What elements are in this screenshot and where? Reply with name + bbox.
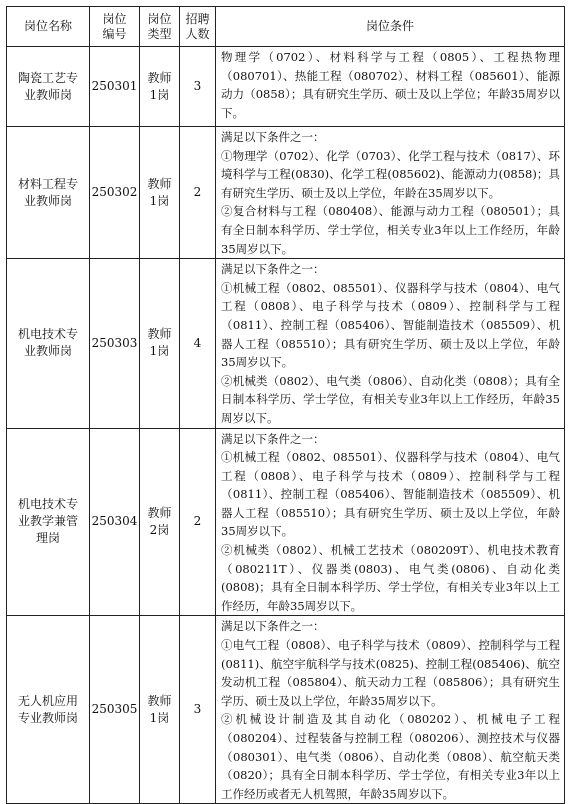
table-row	[7, 47, 565, 127]
header-position-name: 岗位名称	[7, 7, 90, 47]
position-type-cell: 教师1岗	[140, 127, 180, 259]
position-type-cell: 教师2岗	[140, 428, 180, 616]
position-type-cell: 教师1岗	[140, 616, 180, 804]
position-code-cell: 250302	[90, 127, 140, 259]
position-name-cell: 陶瓷工艺专业教师岗	[7, 47, 90, 127]
table-row	[7, 616, 565, 804]
position-type-cell: 教师1岗	[140, 47, 180, 127]
position-code-cell: 250305	[90, 616, 140, 804]
condition-text: ②机械类（0802）、电气类（0806）、自动化类（0808）；具有全日制本科学历、学士学位，有相关专业3年以上工作经历，年龄35周岁以下。	[221, 373, 560, 425]
condition-text: 满足以下条件之一：	[221, 431, 325, 446]
condition-text: 满足以下条件之一：	[221, 130, 325, 144]
condition-text: ①物理学（0702）、化学（0703）、化学工程与技术（0817）、环境科学与工程(0830)、化学工程(085602)、能源动力(0858)；具有研究生学历、硕士及以上学位，年龄在35周岁以下。	[221, 148, 560, 200]
recruit-count-cell: 2	[180, 428, 216, 616]
position-type-cell: 教师1岗	[140, 259, 180, 428]
condition-text: ②复合材料与工程（080408）、能源与动力工程（080501）；具有全日制本科学历、学士学位，相关专业3年以上工作经历，年龄35周岁以下。	[221, 204, 560, 256]
table-row	[7, 428, 565, 616]
condition-text: ①机械工程（0802、085501）、仪器科学与技术（0804）、电气工程（0808）、电子科学与技术（0809）、控制科学与工程（0811）、控制工程（085406）、智能制造技术（085509）、机器人工程（085510）；具有研究生学历、硕士及以上学位，年龄35周岁以下。	[221, 280, 560, 370]
conditions-cell	[216, 47, 565, 127]
position-code-cell: 250303	[90, 259, 140, 428]
condition-text: ②机械类（0802）、机械工艺技术（080209T）、机电技术教育（080211T）、仪器类(0803)、电气类(0806)、自动化类(0808)；具有全日制本科学历、学士学位，有相关专业3年以上工作经历，年龄35周岁以下。	[221, 543, 560, 613]
position-code-cell: 250301	[90, 47, 140, 127]
condition-text: ②机械设计制造及其自动化（080202）、机械电子工程（080204）、过程装备与控制工程（080206）、测控技术与仪器（080301）、电气类（0806）、自动化类（0808）、航空航天类（0820）；具有全日制本科学历、学士学位，有相关专业3年以上工作经历或者无人机驾照，年龄35周岁以下。	[221, 712, 560, 801]
table-row	[7, 259, 565, 428]
recruit-count-cell: 3	[180, 616, 216, 804]
position-name-cell: 无人机应用专业教师岗	[7, 616, 90, 804]
table-header-row	[7, 7, 565, 47]
position-name-cell: 机电技术专业教学兼管理岗	[7, 428, 90, 616]
recruitment-table	[6, 6, 565, 804]
header-position-code: 岗位编号	[90, 7, 140, 47]
conditions-cell	[216, 127, 565, 259]
recruit-count-cell: 4	[180, 259, 216, 428]
condition-text: 满足以下条件之一：	[221, 619, 325, 634]
condition-text: 满足以下条件之一：	[221, 262, 325, 277]
condition-text: ①机械工程（0802、085501）、仪器科学与技术（0804）、电气工程（0808）、电子科学与技术（0809）、控制科学与工程（0811）、控制工程（085406）、智能制造技术（085509）、机器人工程（085510）；具有研究生学历、硕士及以上学位，年龄35周岁以下。	[221, 450, 560, 539]
header-conditions: 岗位条件	[216, 7, 565, 47]
header-recruit-count: 招聘人数	[180, 7, 216, 47]
condition-text: ①电气工程（0808）、电子科学与技术（0809）、控制科学与工程(0811)、航空宇航科学与技术(0825)、控制工程(085406)、航空发动机工程（085804）、航天动力工程（085806）；具有研究生学历、硕士及以上学位，年龄35周岁以下。	[221, 638, 560, 708]
conditions-cell	[216, 616, 565, 804]
position-name-cell: 材料工程专业教师岗	[7, 127, 90, 259]
header-position-type: 岗位类型	[140, 7, 180, 47]
table-row	[7, 127, 565, 259]
recruit-count-cell: 3	[180, 47, 216, 127]
condition-text: 物理学（0702）、材料科学与工程（0805）、工程热物理（080701）、热能工程（080702）、材料工程（085601）、能源动力（0858）；具有研究生学历、硕士及以上学位；年龄35周岁以下。	[221, 50, 560, 120]
position-name-cell: 机电技术专业教师岗	[7, 259, 90, 428]
conditions-cell	[216, 428, 565, 616]
position-code-cell: 250304	[90, 428, 140, 616]
conditions-cell	[216, 259, 565, 428]
recruit-count-cell: 2	[180, 127, 216, 259]
